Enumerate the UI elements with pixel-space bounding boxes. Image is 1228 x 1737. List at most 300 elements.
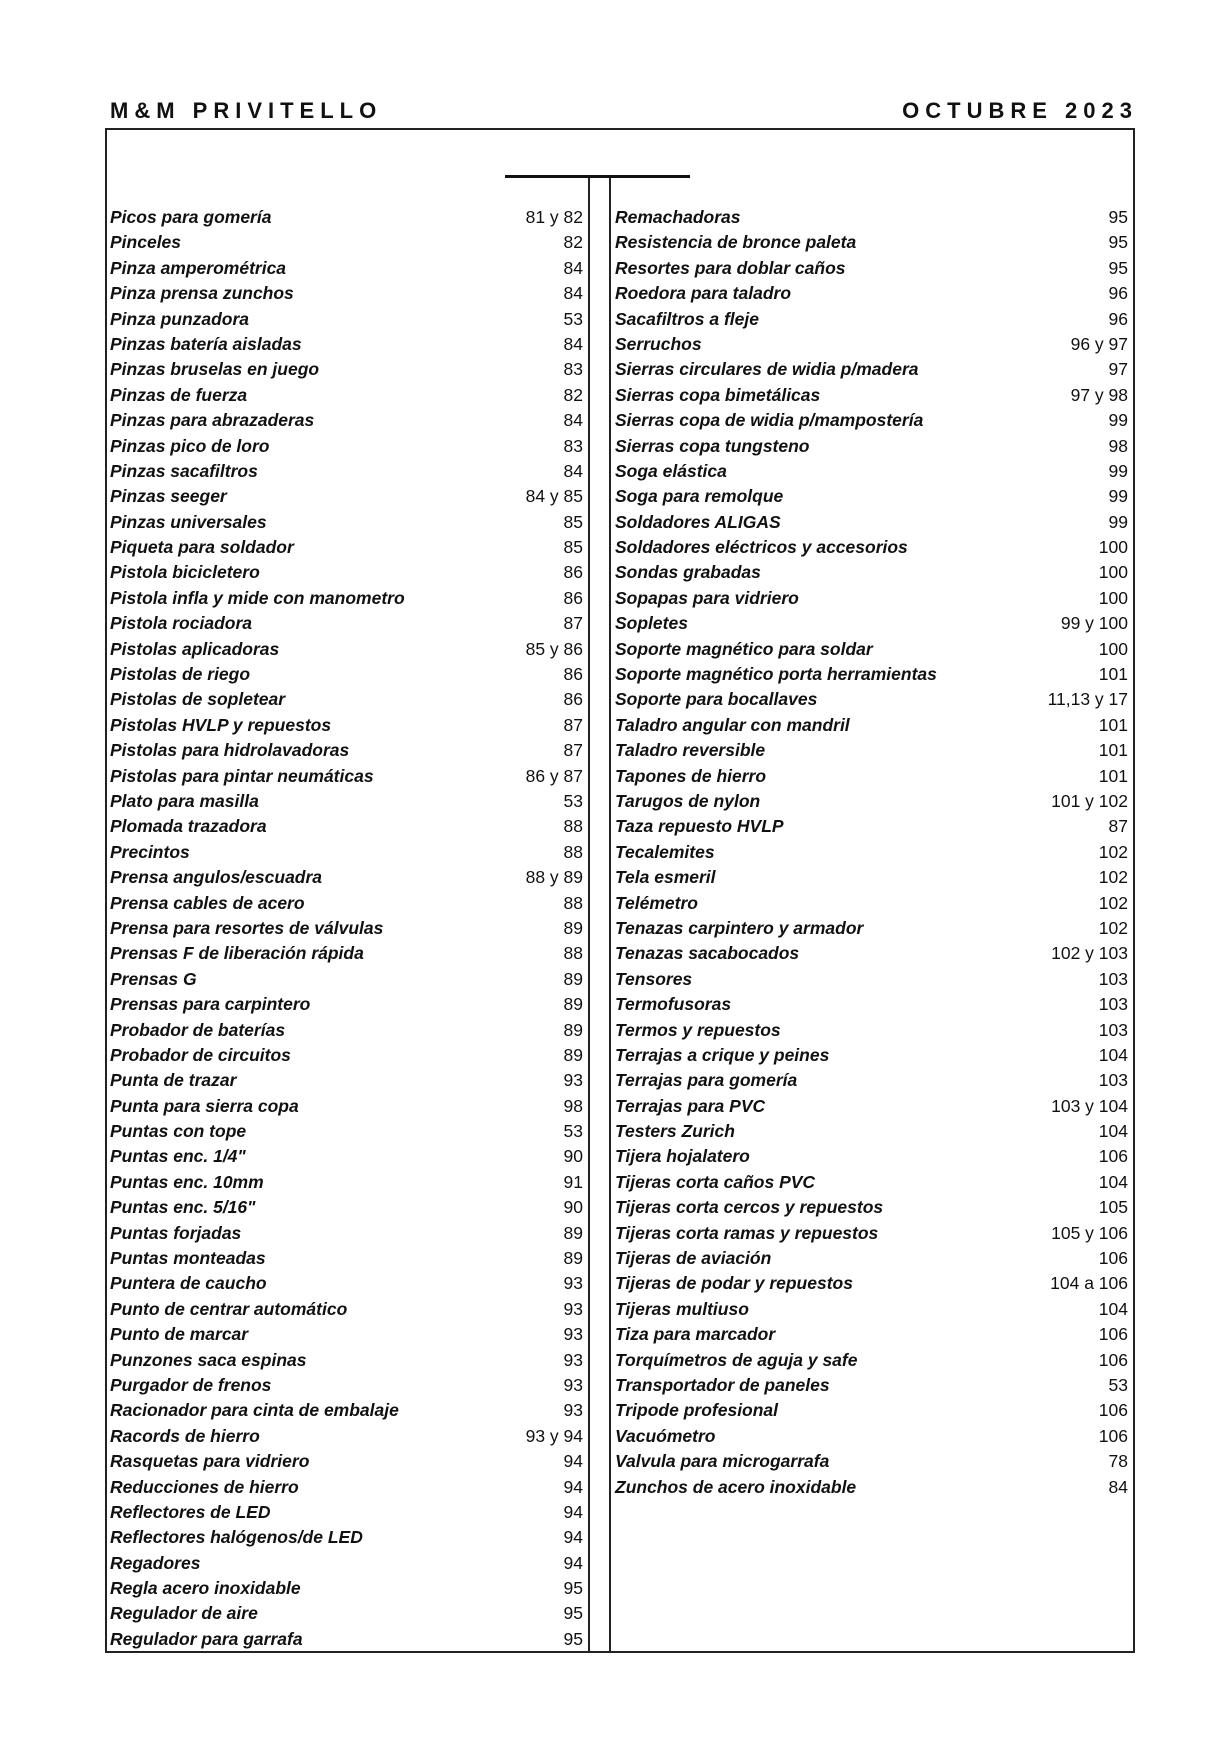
index-entry [110,1525,585,1550]
entry-name: Precintos [110,841,190,862]
index-entry [110,281,585,306]
entry-page: 104 [1098,1121,1128,1142]
index-entry [110,332,585,357]
index-entry [110,256,585,281]
entry-name: Sierras copa bimetálicas [615,384,821,405]
entry-name: Pinceles [110,232,182,253]
entry-name: Picos para gomería [110,207,272,227]
entry-page: 94 [563,1476,583,1497]
entry-name: Tijeras corta caños PVC [615,1171,816,1192]
entry-name: Zunchos de acero inoxidable [615,1476,857,1497]
entry-name: Tijeras multiuso [615,1298,749,1319]
entry-name: Tecalemites [615,841,715,862]
index-entry [615,1119,1130,1144]
entry-page: 93 [563,1400,583,1421]
index-entry [110,1195,585,1220]
entry-page: 11,13 y 17 [1047,689,1128,710]
entry-page: 83 [563,435,583,456]
entry-name: Sierras circulares de widia p/madera [615,359,919,380]
entry-page: 89 [563,1019,583,1040]
entry-name: Plomada trazadora [110,816,267,837]
index-entry [110,1424,585,1449]
entry-page: 86 [563,689,583,710]
index-entry [615,1322,1130,1347]
entry-page: 89 [563,1248,583,1269]
entry-name: Puntas enc. 1/4" [110,1146,246,1167]
entry-name: Tijera hojalatero [615,1146,750,1167]
entry-page: 102 y 103 [1051,943,1128,964]
entry-page: 89 [563,1222,583,1243]
entry-page: 100 [1098,587,1128,608]
index-entry [110,383,585,408]
entry-name: Sopletes [615,613,688,634]
entry-name: Tapones de hierro [615,765,767,786]
entry-page: 93 [563,1298,583,1319]
entry-page: 95 [563,1578,583,1599]
entry-page: 94 [563,1451,583,1472]
entry-page: 96 [1108,308,1128,329]
entry-page: 99 [1108,511,1128,532]
entry-page: 82 [563,384,583,405]
entry-name: Terrajas para PVC [615,1095,766,1116]
entry-name: Prensa cables de acero [110,892,305,913]
entry-page: 84 [563,257,583,278]
entry-page: 97 [1108,359,1128,380]
index-entry [110,916,585,941]
entry-name: Soporte magnético para soldar [615,638,873,659]
index-entry [110,1068,585,1093]
entry-page: 102 [1098,867,1128,888]
entry-page: 98 [1108,435,1128,456]
entry-name: Tela esmeril [615,867,716,888]
entry-page: 106 [1098,1349,1128,1370]
index-entry [110,1119,585,1144]
entry-page: 104 a 106 [1050,1273,1128,1294]
index-entry [110,992,585,1017]
entry-page: 86 [563,664,583,685]
entry-name: Terrajas a crique y peines [615,1044,830,1065]
entry-name: Tarugos de nylon [615,790,761,811]
index-entry [615,256,1130,281]
entry-name: Tenazas carpintero y armador [615,917,864,938]
column-divider-right [609,178,611,1653]
index-entry [110,459,585,484]
entry-name: Sierras copa de widia p/mampostería [615,410,924,431]
entry-name: Puntas enc. 5/16" [110,1197,256,1218]
index-entry [110,840,585,865]
entry-page: 106 [1098,1425,1128,1446]
entry-page: 101 [1098,765,1128,786]
entry-name: Pinzas sacafiltros [110,460,258,481]
entry-page: 106 [1098,1248,1128,1269]
index-entry [110,357,585,382]
entry-name: Soga para remolque [615,486,784,507]
index-entry [110,1398,585,1423]
entry-page: 90 [563,1197,583,1218]
entry-name: Sacafiltros a fleje [615,308,759,329]
index-entry [615,1144,1130,1169]
index-entry [110,1094,585,1119]
index-entry [615,1348,1130,1373]
entry-name: Probador de circuitos [110,1044,291,1065]
entry-page: 93 [563,1273,583,1294]
index-entry [110,891,585,916]
header-rule [505,175,690,178]
entry-name: Regulador para garrafa [110,1628,303,1649]
entry-page: 93 y 94 [525,1425,583,1446]
entry-name: Soldadores eléctricos y accesorios [615,537,908,558]
entry-name: Pinza punzadora [110,308,250,329]
entry-name: Tenazas sacabocados [615,943,800,964]
index-entry [110,1043,585,1068]
entry-page: 53 [563,790,583,811]
entry-page: 85 [563,537,583,558]
entry-page: 94 [563,1527,583,1548]
entry-page: 103 y 104 [1051,1095,1128,1116]
entry-name: Pistola rociadora [110,613,252,634]
entry-page: 93 [563,1324,583,1345]
entry-page: 88 y 89 [525,867,583,888]
entry-page: 85 [563,511,583,532]
index-column-right [615,205,1130,1500]
index-entry [110,1601,585,1626]
index-entry [110,713,585,738]
entry-page: 103 [1098,1070,1128,1091]
entry-page: 82 [563,232,583,253]
entry-name: Puntera de caucho [110,1273,267,1294]
entry-page: 86 [563,562,583,583]
index-entry [110,510,585,535]
index-entry [615,941,1130,966]
entry-name: Pinzas para abrazaderas [110,410,315,431]
entry-page: 106 [1098,1324,1128,1345]
entry-page: 89 [563,994,583,1015]
index-entry [615,1246,1130,1271]
entry-name: Pistolas de sopletear [110,689,286,710]
entry-page: 85 y 86 [525,638,583,659]
edition-date: OCTUBRE 2023 [902,98,1138,123]
entry-page: 102 [1098,917,1128,938]
entry-name: Pinzas universales [110,511,267,532]
entry-page: 101 [1098,714,1128,735]
entry-name: Roedora para taladro [615,283,792,304]
entry-name: Vacuómetro [615,1425,716,1446]
entry-page: 105 y 106 [1051,1222,1128,1243]
index-entry [615,967,1130,992]
index-entry [110,687,585,712]
entry-page: 84 [563,460,583,481]
entry-name: Sopapas para vidriero [615,587,799,608]
entry-name: Pistolas HVLP y repuestos [110,714,332,735]
entry-page: 104 [1098,1298,1128,1319]
index-entry [615,560,1130,585]
entry-name: Regla acero inoxidable [110,1578,301,1599]
index-entry [615,1271,1130,1296]
entry-page: 84 [563,410,583,431]
index-entry [110,865,585,890]
entry-page: 95 [1108,232,1128,253]
index-entry [615,586,1130,611]
entry-page: 94 [563,1552,583,1573]
index-entry [615,408,1130,433]
entry-name: Prensa angulos/escuadra [110,867,323,888]
entry-name: Puntas con tope [110,1121,247,1142]
index-entry [615,789,1130,814]
index-entry [615,814,1130,839]
entry-page: 93 [563,1349,583,1370]
index-entry [110,408,585,433]
entry-page: 87 [1108,816,1128,837]
index-entry [615,510,1130,535]
entry-name: Pinza prensa zunchos [110,283,294,304]
index-entry [615,1043,1130,1068]
entry-name: Pistola infla y mide con manometro [110,587,405,608]
entry-name: Pinzas de fuerza [110,384,248,405]
brand-title: M&M PRIVITELLO [110,98,383,123]
index-entry [110,941,585,966]
entry-name: Terrajas para gomería [615,1070,798,1091]
index-entry [110,1500,585,1525]
entry-page: 105 [1098,1197,1128,1218]
entry-name: Tensores [615,968,693,989]
entry-name: Sondas grabadas [615,562,761,583]
entry-name: Prensas F de liberación rápida [110,943,364,964]
entry-name: Soporte para bocallaves [615,689,818,710]
index-entry [110,586,585,611]
index-entry [615,230,1130,255]
entry-name: Reducciones de hierro [110,1476,299,1497]
entry-page: 84 [1108,1476,1128,1497]
entry-name: Tiza para marcador [615,1324,776,1345]
index-entry [110,1551,585,1576]
index-entry [110,1271,585,1296]
entry-page: 53 [1108,1374,1128,1395]
index-entry [615,916,1130,941]
index-entry [110,611,585,636]
index-entry [615,611,1130,636]
index-column-left [110,205,585,1652]
entry-page: 102 [1098,892,1128,913]
index-entry [615,535,1130,560]
index-entry [615,992,1130,1017]
entry-page: 104 [1098,1171,1128,1192]
index-entry [615,332,1130,357]
index-entry [615,713,1130,738]
index-entry [615,434,1130,459]
entry-name: Purgador de frenos [110,1374,272,1395]
entry-page: 78 [1108,1451,1128,1472]
entry-name: Termos y repuestos [615,1019,781,1040]
index-entry [615,1297,1130,1322]
index-entry [615,738,1130,763]
entry-name: Punta para sierra copa [110,1095,299,1116]
index-entry [615,1398,1130,1423]
entry-page: 90 [563,1146,583,1167]
entry-name: Tijeras de podar y repuestos [615,1273,853,1294]
index-entry [615,637,1130,662]
entry-name: Punto de centrar automático [110,1298,348,1319]
index-entry [615,1424,1130,1449]
index-entry [615,205,1130,230]
entry-page: 84 y 85 [525,486,583,507]
index-entry [110,662,585,687]
index-entry [615,281,1130,306]
index-entry [615,1094,1130,1119]
entry-name: Punto de marcar [110,1324,249,1345]
entry-name: Reflectores halógenos/de LED [110,1527,363,1548]
entry-name: Pinzas pico de loro [110,435,270,456]
entry-page: 95 [1108,207,1128,227]
entry-page: 88 [563,943,583,964]
index-entry [110,1297,585,1322]
index-entry [110,1348,585,1373]
entry-name: Pistolas para hidrolavadoras [110,740,350,761]
entry-name: Plato para masilla [110,790,259,811]
index-entry [110,1475,585,1500]
entry-name: Testers Zurich [615,1121,735,1142]
entry-name: Pistola bicicletero [110,562,260,583]
index-entry [615,764,1130,789]
entry-name: Termofusoras [615,994,732,1015]
index-entry [615,1195,1130,1220]
index-entry [615,1449,1130,1474]
entry-name: Reflectores de LED [110,1501,271,1522]
entry-page: 53 [563,308,583,329]
entry-page: 99 [1108,460,1128,481]
entry-page: 88 [563,841,583,862]
index-entry [110,1246,585,1271]
entry-name: Regadores [110,1552,201,1573]
entry-name: Pistolas de riego [110,664,251,685]
index-entry [110,1627,585,1652]
entry-name: Prensa para resortes de válvulas [110,917,384,938]
entry-page: 81 y 82 [525,207,583,227]
entry-page: 97 y 98 [1070,384,1128,405]
entry-name: Puntas monteadas [110,1248,266,1269]
index-entry [615,662,1130,687]
entry-name: Racionador para cinta de embalaje [110,1400,399,1421]
index-entry [615,1170,1130,1195]
entry-page: 98 [563,1095,583,1116]
entry-name: Pinzas bruselas en juego [110,359,320,380]
page-header [110,98,1138,128]
entry-name: Puntas enc. 10mm [110,1171,264,1192]
index-entry [110,434,585,459]
entry-page: 103 [1098,968,1128,989]
entry-page: 101 y 102 [1051,790,1128,811]
entry-page: 89 [563,1044,583,1065]
entry-page: 87 [563,740,583,761]
entry-name: Punzones saca espinas [110,1349,307,1370]
index-entry [110,230,585,255]
entry-page: 99 y 100 [1060,613,1128,634]
index-entry [110,535,585,560]
entry-name: Transportador de paneles [615,1374,830,1395]
index-entry [615,459,1130,484]
index-entry [110,560,585,585]
entry-page: 86 [563,587,583,608]
index-entry [110,1322,585,1347]
index-entry [615,865,1130,890]
entry-name: Prensas G [110,968,197,989]
entry-page: 93 [563,1070,583,1091]
entry-name: Telémetro [615,892,698,913]
index-entry [615,307,1130,332]
entry-name: Resistencia de bronce paleta [615,232,857,253]
entry-name: Punta de trazar [110,1070,237,1091]
entry-page: 88 [563,892,583,913]
entry-page: 96 y 97 [1070,333,1128,354]
entry-name: Remachadoras [615,207,741,227]
index-entry [615,1373,1130,1398]
index-entry [110,1221,585,1246]
entry-page: 84 [563,333,583,354]
entry-page: 89 [563,968,583,989]
index-entry [110,814,585,839]
entry-name: Probador de baterías [110,1019,286,1040]
entry-name: Resortes para doblar caños [615,257,846,278]
entry-name: Tijeras de aviación [615,1248,772,1269]
entry-page: 88 [563,816,583,837]
index-entry [615,1475,1130,1500]
entry-page: 106 [1098,1400,1128,1421]
index-entry [110,484,585,509]
index-entry [110,764,585,789]
index-entry [110,967,585,992]
entry-name: Serruchos [615,333,702,354]
entry-page: 100 [1098,537,1128,558]
entry-name: Tripode profesional [615,1400,779,1421]
entry-page: 103 [1098,1019,1128,1040]
index-entry [110,738,585,763]
entry-name: Valvula para microgarrafa [615,1451,830,1472]
index-entry [110,1373,585,1398]
entry-page: 96 [1108,283,1128,304]
index-entry [615,891,1130,916]
index-entry [615,484,1130,509]
entry-name: Pistolas aplicadoras [110,638,280,659]
entry-page: 87 [563,613,583,634]
entry-page: 99 [1108,486,1128,507]
entry-page: 95 [563,1628,583,1649]
entry-page: 89 [563,917,583,938]
entry-page: 87 [563,714,583,735]
index-entry [615,1018,1130,1043]
index-entry [615,687,1130,712]
entry-name: Taladro angular con mandril [615,714,850,735]
entry-name: Pinza amperométrica [110,257,287,278]
index-entry [110,1170,585,1195]
entry-name: Soldadores ALIGAS [615,511,781,532]
entry-page: 83 [563,359,583,380]
entry-page: 100 [1098,562,1128,583]
entry-page: 103 [1098,994,1128,1015]
index-entry [110,1449,585,1474]
index-entry [110,205,585,230]
entry-name: Taladro reversible [615,740,766,761]
entry-page: 101 [1098,664,1128,685]
entry-name: Piqueta para soldador [110,537,294,558]
entry-name: Racords de hierro [110,1425,260,1446]
index-entry [615,383,1130,408]
entry-name: Sierras copa tungsteno [615,435,810,456]
entry-page: 94 [563,1501,583,1522]
entry-page: 100 [1098,638,1128,659]
entry-name: Prensas para carpintero [110,994,311,1015]
entry-page: 101 [1098,740,1128,761]
entry-page: 95 [1108,257,1128,278]
entry-page: 53 [563,1121,583,1142]
